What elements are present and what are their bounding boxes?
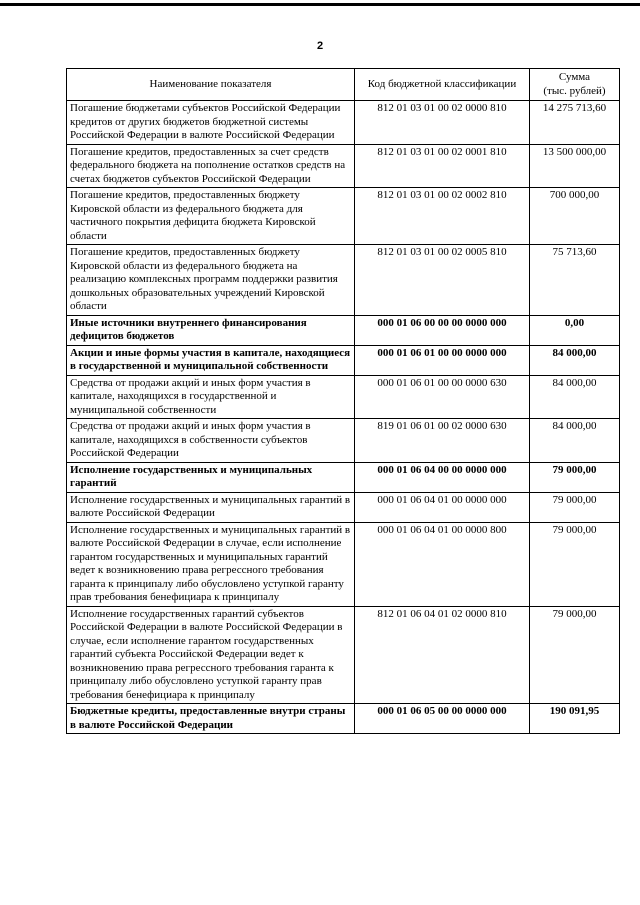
row-name-cell: Погашение бюджетами субъектов Российской Федерации кредитов от других бюджетов бюджетной системы Российской Федерации в валюте Российской Федерации	[67, 101, 355, 145]
row-sum-cell: 84 000,00	[530, 375, 620, 419]
row-name-cell: Погашение кредитов, предоставленных за счет средств федерального бюджета на пополнение остатков средств на счетах бюджетов субъектов Российской Федерации	[67, 144, 355, 188]
row-sum-cell: 13 500 000,00	[530, 144, 620, 188]
table-row	[67, 144, 620, 188]
row-sum-cell: 700 000,00	[530, 188, 620, 245]
row-name-cell: Иные источники внутреннего финансирования дефицитов бюджетов	[67, 315, 355, 345]
row-code-cell: 812 01 03 01 00 02 0001 810	[355, 144, 530, 188]
row-name-cell: Акции и иные формы участия в капитале, находящиеся в государственной и муниципальной собственности	[67, 345, 355, 375]
row-sum-cell: 84 000,00	[530, 419, 620, 463]
table-row	[67, 462, 620, 492]
table-row	[67, 101, 620, 145]
row-sum-cell: 79 000,00	[530, 522, 620, 606]
row-code-cell: 812 01 03 01 00 02 0005 810	[355, 245, 530, 316]
table-row	[67, 704, 620, 734]
top-border-rule	[0, 3, 640, 6]
row-sum-cell: 0,00	[530, 315, 620, 345]
row-sum-cell: 14 275 713,60	[530, 101, 620, 145]
row-sum-cell: 79 000,00	[530, 606, 620, 704]
row-name-cell: Исполнение государственных гарантий субъектов Российской Федерации в валюте Российской Федерации в случае, если исполнение гарантом государственных гарантий субъекта Российской Федерации ведет к возникновению права регрессного требования гаранта к принципалу либо обусловлено уступкой гаранту прав требования бенефициара к принципалу	[67, 606, 355, 704]
row-name-cell: Исполнение государственных и муниципальных гарантий	[67, 462, 355, 492]
row-code-cell: 819 01 06 01 00 02 0000 630	[355, 419, 530, 463]
row-name-cell: Исполнение государственных и муниципальных гарантий в валюте Российской Федерации	[67, 492, 355, 522]
table-row	[67, 606, 620, 704]
row-sum-cell: 75 713,60	[530, 245, 620, 316]
row-code-cell: 000 01 06 04 01 00 0000 000	[355, 492, 530, 522]
row-code-cell: 812 01 03 01 00 02 0002 810	[355, 188, 530, 245]
table-body	[67, 101, 620, 734]
row-code-cell: 000 01 06 05 00 00 0000 000	[355, 704, 530, 734]
row-sum-cell: 79 000,00	[530, 492, 620, 522]
page-number: 2	[316, 40, 324, 52]
row-name-cell: Средства от продажи акций и иных форм участия в капитале, находящихся в собственности субъектов Российской Федерации	[67, 419, 355, 463]
table-row	[67, 375, 620, 419]
table-row	[67, 315, 620, 345]
budget-sources-table	[66, 68, 620, 734]
row-name-cell: Бюджетные кредиты, предоставленные внутри страны в валюте Российской Федерации	[67, 704, 355, 734]
row-code-cell: 812 01 03 01 00 02 0000 810	[355, 101, 530, 145]
row-code-cell: 812 01 06 04 01 02 0000 810	[355, 606, 530, 704]
table-row	[67, 188, 620, 245]
table-row	[67, 245, 620, 316]
row-name-cell: Средства от продажи акций и иных форм участия в капитале, находящихся в государственной и муниципальной собственности	[67, 375, 355, 419]
row-code-cell: 000 01 06 01 00 00 0000 000	[355, 345, 530, 375]
header-sum	[530, 69, 620, 101]
table-header-row	[67, 69, 620, 101]
row-code-cell: 000 01 06 01 00 00 0000 630	[355, 375, 530, 419]
row-sum-cell: 79 000,00	[530, 462, 620, 492]
row-code-cell: 000 01 06 00 00 00 0000 000	[355, 315, 530, 345]
header-code: Код бюджетной классификации	[355, 69, 530, 101]
row-code-cell: 000 01 06 04 00 00 0000 000	[355, 462, 530, 492]
table-row	[67, 522, 620, 606]
table-row	[67, 345, 620, 375]
table-row	[67, 419, 620, 463]
row-code-cell: 000 01 06 04 01 00 0000 800	[355, 522, 530, 606]
table-row	[67, 492, 620, 522]
header-sum-unit: (тыс. рублей)	[543, 84, 606, 97]
header-sum-title: Сумма	[558, 71, 591, 83]
row-name-cell: Погашение кредитов, предоставленных бюджету Кировской области из федерального бюджета на реализацию комплексных программ поддержки развития дошкольных образовательных учреждений Кировской области	[67, 245, 355, 316]
row-sum-cell: 190 091,95	[530, 704, 620, 734]
row-sum-cell: 84 000,00	[530, 345, 620, 375]
row-name-cell: Исполнение государственных и муниципальных гарантий в валюте Российской Федерации в случае, если исполнение гарантом государственных и муниципальных гарантий ведет к возникновению права регрессного требования гаранта к принципалу либо обусловлено уступкой гаранту прав требования бенефициара к принципалу	[67, 522, 355, 606]
header-name: Наименование показателя	[67, 69, 355, 101]
row-name-cell: Погашение кредитов, предоставленных бюджету Кировской области из федерального бюджета для частичного покрытия дефицита бюджета Кировской области	[67, 188, 355, 245]
